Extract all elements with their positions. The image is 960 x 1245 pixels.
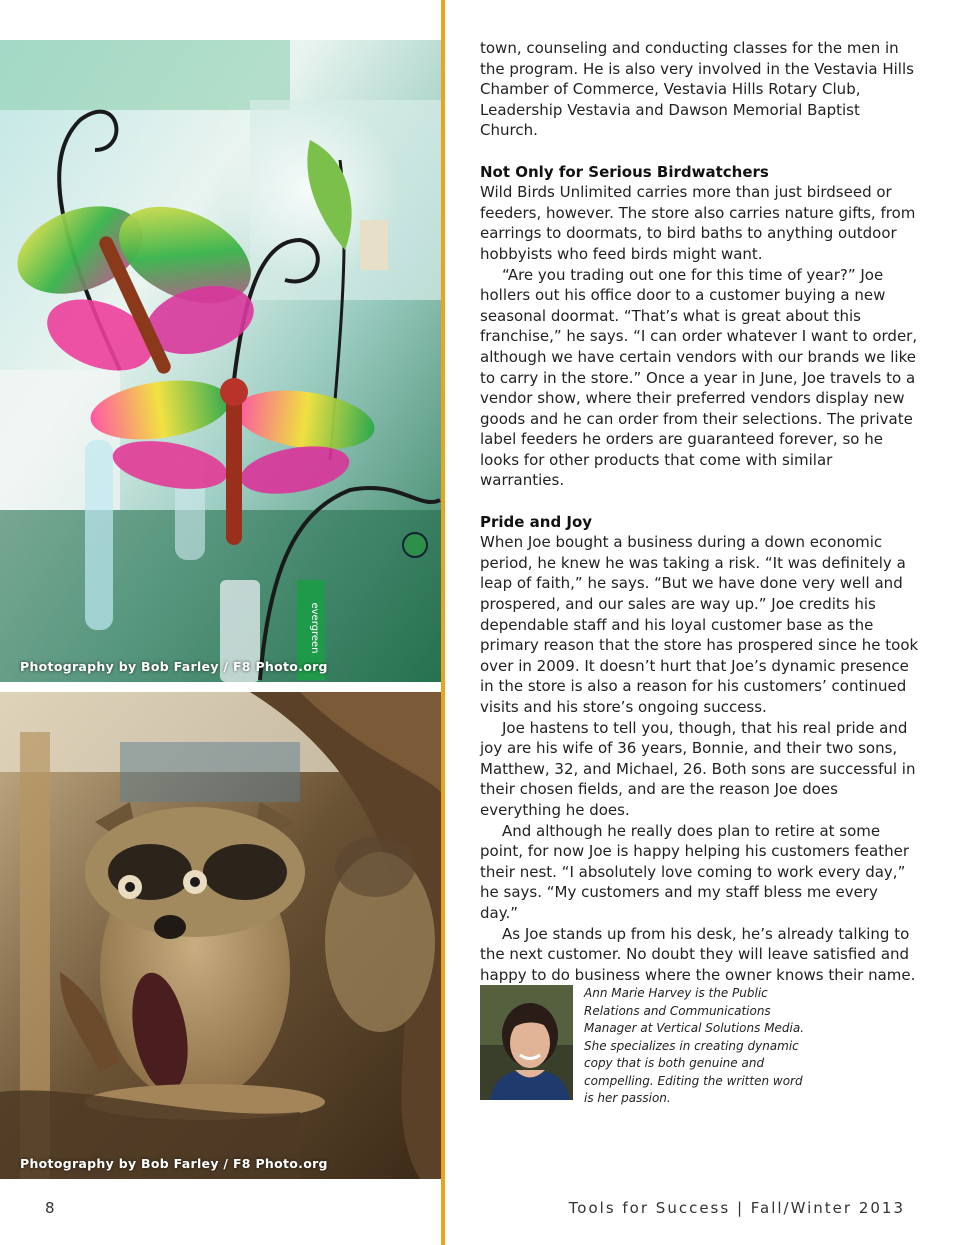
section-heading-pride-and-joy: Pride and Joy xyxy=(480,512,593,531)
raccoon-illustration xyxy=(0,692,441,1179)
author-photo xyxy=(480,985,573,1100)
raccoon-seed-photo xyxy=(0,692,441,1179)
article-paragraph: Wild Birds Unlimited carries more than just birdseed or feeders, however. The store also carries nature gifts, from earrings to doormats, to bird baths to anything outdoor hobbyists who feed birds might want. xyxy=(480,183,916,263)
page-number: 8 xyxy=(45,1199,55,1217)
dragonfly-illustration xyxy=(0,40,441,682)
evergreen-tag-text: evergreen xyxy=(309,602,320,654)
article-paragraph: “Are you trading out one for this time of year?” Joe hollers out his office door to a customer buying a new seasonal doormat. “That’s what is great about this franchise,” he says. “I can order whatever I want to order, although we have certain vendors with our brands we like to carry in the store.” Once a year in June, Joe travels to a vendor show, where their preferred vendors display new goods and he can order from their selections. The private label feeders he orders are guaranteed forever, so he looks for other products that come with similar warranties. xyxy=(480,265,918,490)
magazine-footer: Tools for Success | Fall/Winter 2013 xyxy=(568,1199,905,1217)
article-paragraph: When Joe bought a business during a down economic period, he knew he was taking a risk. “It was definitely a leap of faith,” he says. “But we have done very well and prospered, and our sales are way up.” Joe credits his dependable staff and his loyal customer base as the primary reason that the store has prospered since he took over in 2009. It doesn’t hurt that Joe’s dynamic presence in the store is also a reason for his customers’ continued visits and his store’s ongoing success. xyxy=(480,533,919,716)
author-bio-text: Ann Marie Harvey is the Public Relations and Communications Manager at Vertical Solutions Media. She specializes in creating dynamic copy that is both genuine and compelling. Editing the written word is her passion. xyxy=(584,986,805,1105)
photo-credit-top: Photography by Bob Farley / F8 Photo.org xyxy=(20,659,328,674)
section-heading-birdwatchers: Not Only for Serious Birdwatchers xyxy=(480,162,769,181)
article-paragraph: Joe hastens to tell you, though, that his real pride and joy are his wife of 36 years, Bonnie, and their two sons, Matthew, 32, and Michael, 26. Both sons are successful in their chosen fields, and are the reason Joe does everything he does. xyxy=(480,718,916,819)
article-final-text: As Joe stands up from his desk, he’s already talking to the next customer. No doubt they will leave satisfied and happy to do business where the owner knows their name. xyxy=(480,924,916,984)
article-column xyxy=(480,38,920,1006)
author-bio xyxy=(480,985,920,1105)
photo-credit-bottom: Photography by Bob Farley / F8 Photo.org xyxy=(20,1156,328,1171)
author-portrait xyxy=(480,985,573,1100)
gold-divider-rule xyxy=(441,0,445,1245)
dragonfly-photo xyxy=(0,40,441,682)
article-intro-paragraph: town, counseling and conducting classes for the men in the program. He is also very involved in the Vestavia Hills Chamber of Commerce, Vestavia Hills Rotary Club, Leadership Vestavia and Dawson Memorial Baptist Church. xyxy=(480,39,914,140)
article-paragraph: And although he really does plan to retire at some point, for now Joe is happy helping his customers feather their nest. “I absolutely love coming to work every day,” he says. “My customers and my staff bless me every day.” xyxy=(480,821,909,922)
